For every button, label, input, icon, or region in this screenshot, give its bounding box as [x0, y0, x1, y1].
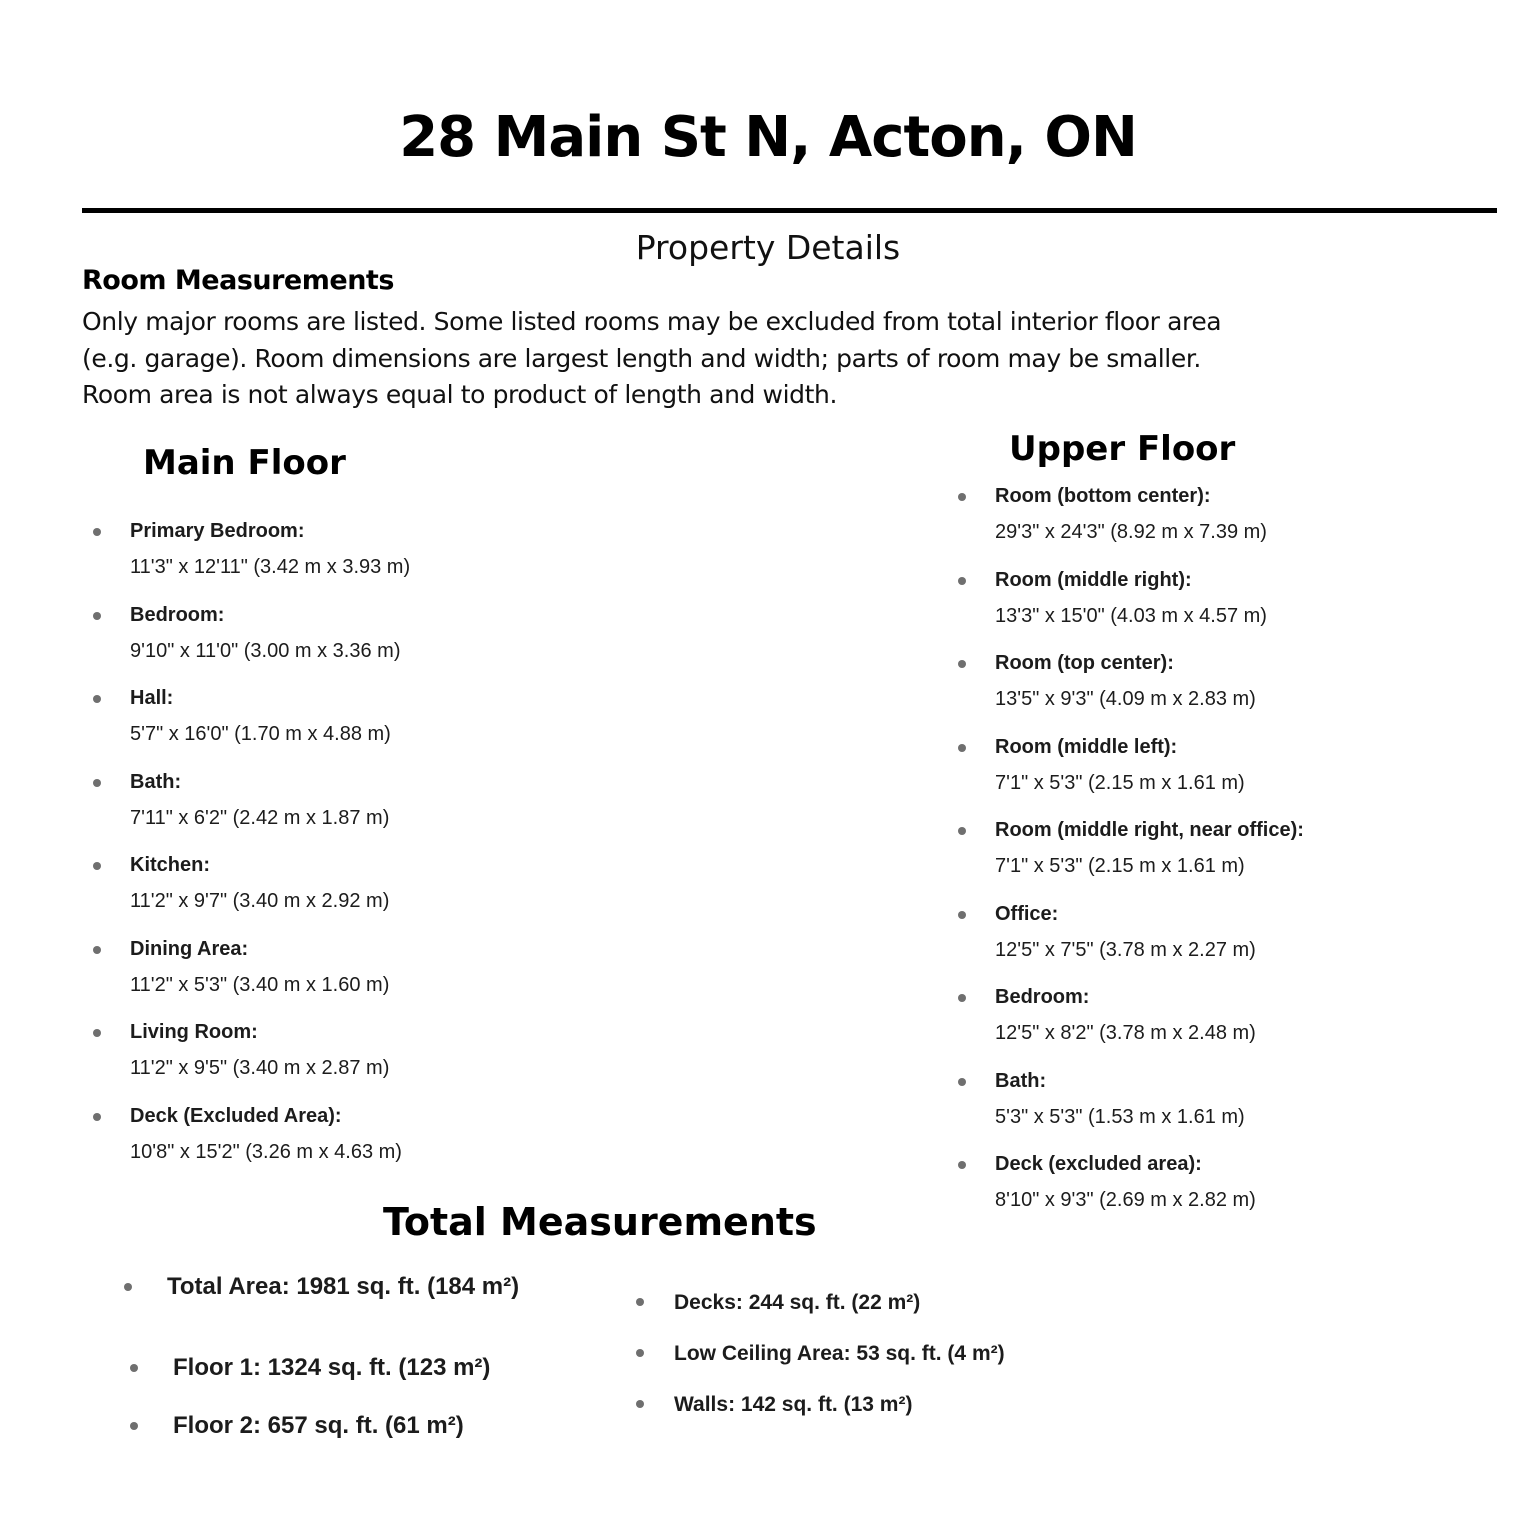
room-list-item	[82, 934, 582, 1018]
room-dimensions: 13'3" x 15'0" (4.03 m x 4.57 m)	[995, 604, 1267, 627]
room-name: Room (top center):	[995, 652, 1174, 674]
room-list-item	[82, 1017, 582, 1101]
section-heading: Property Details	[635, 228, 901, 267]
page-title: 28 Main St N, Acton, ON	[399, 105, 1137, 170]
title-divider	[82, 208, 1497, 213]
total-measurements-heading: Total Measurements	[383, 1200, 817, 1244]
room-name: Deck (excluded area):	[995, 1153, 1202, 1175]
bullet-icon	[958, 911, 966, 919]
bullet-icon	[958, 660, 966, 668]
room-dimensions: 11'3" x 12'11" (3.42 m x 3.93 m)	[130, 556, 411, 578]
room-dimensions: 5'3" x 5'3" (1.53 m x 1.61 m)	[995, 1105, 1245, 1128]
low-ceiling-area-value: Low Ceiling Area: 53 sq. ft. (4 m²)	[674, 1342, 1005, 1365]
room-dimensions: 8'10" x 9'3" (2.69 m x 2.82 m)	[995, 1189, 1256, 1211]
room-dimensions: 12'5" x 8'2" (3.78 m x 2.48 m)	[995, 1022, 1256, 1044]
room-name: Room (middle left):	[995, 735, 1178, 758]
decks-value: Decks: 244 sq. ft. (22 m²)	[674, 1291, 921, 1314]
total-area-value: Total Area: 1981 sq. ft. (184 m²)	[167, 1273, 520, 1300]
room-list-item	[947, 899, 1447, 983]
room-list-item	[947, 1066, 1447, 1150]
upper-floor-heading: Upper Floor	[1009, 429, 1236, 469]
room-list-item	[82, 850, 582, 934]
room-list-item	[947, 732, 1447, 816]
room-name: Room (middle right, near office):	[995, 819, 1304, 841]
walls-value: Walls: 142 sq. ft. (13 m²)	[674, 1393, 913, 1416]
bullet-icon	[636, 1400, 644, 1408]
bullet-icon	[93, 862, 101, 870]
room-name: Bath:	[130, 770, 182, 793]
bullet-icon	[93, 779, 101, 787]
room-dimensions: 29'3" x 24'3" (8.92 m x 7.39 m)	[995, 521, 1267, 543]
room-name: Room (bottom center):	[995, 485, 1211, 507]
room-dimensions: 11'2" x 5'3" (3.40 m x 1.60 m)	[130, 973, 390, 996]
disclaimer-line: Only major rooms are listed. Some listed rooms may be excluded from total interior floor area	[82, 307, 1222, 336]
main-floor-heading: Main Floor	[143, 443, 346, 483]
bullet-icon	[636, 1298, 644, 1306]
room-dimensions: 10'8" x 15'2" (3.26 m x 4.63 m)	[130, 1140, 402, 1163]
room-dimensions: 13'5" x 9'3" (4.09 m x 2.83 m)	[995, 688, 1256, 710]
room-name: Hall:	[130, 687, 174, 709]
bullet-icon	[958, 827, 966, 835]
room-list-item	[82, 767, 582, 851]
room-name: Kitchen:	[130, 854, 210, 876]
floor-1-value: Floor 1: 1324 sq. ft. (123 m²)	[173, 1354, 491, 1381]
bullet-icon	[958, 1078, 966, 1086]
room-list-item	[947, 565, 1447, 649]
disclaimer-line: (e.g. garage). Room dimensions are largest length and width; parts of room may be smaller.	[82, 343, 1201, 373]
room-name: Living Room:	[130, 1021, 258, 1043]
bullet-icon	[958, 493, 966, 501]
room-list-item	[82, 683, 582, 767]
bullet-icon	[130, 1422, 138, 1430]
room-list-item	[947, 481, 1447, 565]
floor-2-value: Floor 2: 657 sq. ft. (61 m²)	[173, 1412, 464, 1439]
disclaimer	[82, 304, 1382, 414]
room-name: Bath:	[995, 1069, 1047, 1092]
bullet-icon	[958, 994, 966, 1002]
bullet-icon	[958, 744, 966, 752]
room-dimensions: 11'2" x 9'7" (3.40 m x 2.92 m)	[130, 890, 390, 912]
room-name: Bedroom:	[995, 986, 1090, 1008]
room-dimensions: 5'7" x 16'0" (1.70 m x 4.88 m)	[130, 723, 391, 745]
room-dimensions: 12'5" x 7'5" (3.78 m x 2.27 m)	[995, 938, 1256, 961]
upper-floor-room-list	[947, 481, 1447, 1233]
bullet-icon	[93, 1029, 101, 1037]
bullet-icon	[636, 1349, 644, 1357]
bullet-icon	[130, 1364, 138, 1372]
bullet-icon	[958, 577, 966, 585]
bullet-icon	[958, 1161, 966, 1169]
room-list-item	[82, 600, 582, 684]
bullet-icon	[124, 1283, 132, 1291]
bullet-icon	[93, 1113, 101, 1121]
bullet-icon	[93, 528, 101, 536]
room-dimensions: 9'10" x 11'0" (3.00 m x 3.36 m)	[130, 639, 401, 662]
room-dimensions: 7'1" x 5'3" (2.15 m x 1.61 m)	[995, 855, 1245, 877]
room-name: Office:	[995, 902, 1059, 925]
room-list-item	[947, 815, 1447, 899]
bullet-icon	[93, 695, 101, 703]
room-measurements-heading: Room Measurements	[82, 265, 394, 296]
main-floor-room-list	[82, 516, 582, 1184]
room-dimensions: 7'11" x 6'2" (2.42 m x 1.87 m)	[130, 806, 390, 829]
room-name: Dining Area:	[130, 937, 249, 960]
room-list-item	[82, 1101, 582, 1185]
disclaimer-line: Room area is not always equal to product of length and width.	[82, 380, 838, 409]
bullet-icon	[93, 612, 101, 620]
room-dimensions: 11'2" x 9'5" (3.40 m x 2.87 m)	[130, 1057, 390, 1079]
room-dimensions: 7'1" x 5'3" (2.15 m x 1.61 m)	[995, 771, 1245, 794]
room-list-item	[947, 982, 1447, 1066]
room-name: Primary Bedroom:	[130, 520, 305, 542]
room-list-item	[947, 1149, 1447, 1233]
room-name: Room (middle right):	[995, 568, 1192, 591]
room-list-item	[947, 648, 1447, 732]
bullet-icon	[93, 946, 101, 954]
room-name: Bedroom:	[130, 603, 225, 626]
room-list-item	[82, 516, 582, 600]
room-name: Deck (Excluded Area):	[130, 1104, 342, 1127]
